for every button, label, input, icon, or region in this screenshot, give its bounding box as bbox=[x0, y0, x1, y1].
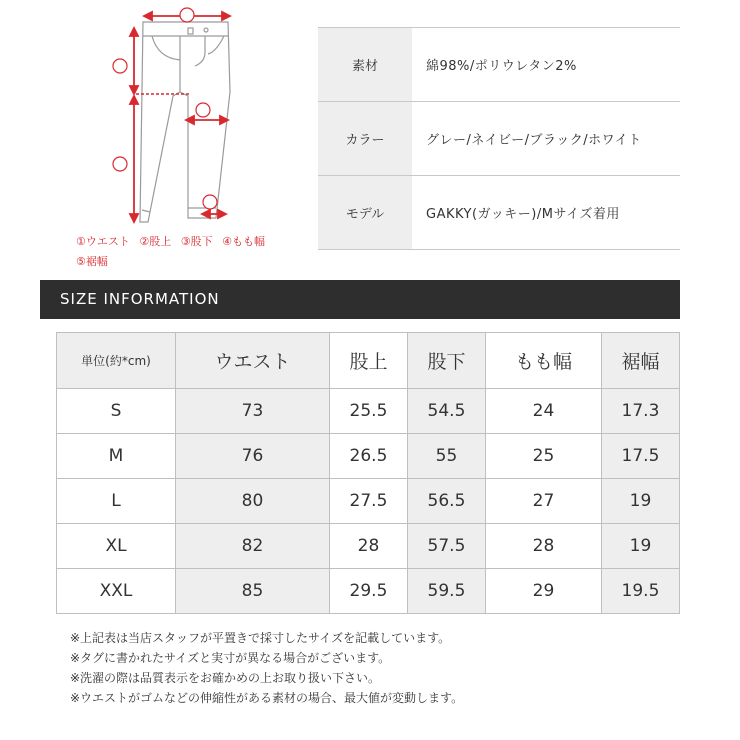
table-cell: 25 bbox=[485, 434, 601, 479]
table-cell: 54.5 bbox=[407, 389, 485, 434]
table-cell: 19.5 bbox=[601, 569, 679, 614]
measurement-legend bbox=[76, 232, 316, 272]
size-label: L bbox=[57, 479, 176, 524]
table-row bbox=[57, 434, 680, 479]
unit-header: 単位(約*cm) bbox=[57, 333, 176, 389]
table-row bbox=[57, 479, 680, 524]
table-cell: 28 bbox=[329, 524, 407, 569]
size-label: M bbox=[57, 434, 176, 479]
table-cell: 59.5 bbox=[407, 569, 485, 614]
column-header-rise: 股上 bbox=[329, 333, 407, 389]
column-header-waist: ウエスト bbox=[176, 333, 330, 389]
legend-inseam: ③股下 bbox=[180, 235, 213, 248]
table-cell: 56.5 bbox=[407, 479, 485, 524]
table-cell: 57.5 bbox=[407, 524, 485, 569]
legend-rise: ②股上 bbox=[139, 235, 172, 248]
table-cell: 27.5 bbox=[329, 479, 407, 524]
size-table-header-row bbox=[57, 333, 680, 389]
column-header-inseam: 股下 bbox=[407, 333, 485, 389]
spec-key-material: 素材 bbox=[318, 28, 412, 102]
size-label: XL bbox=[57, 524, 176, 569]
note-line: ※上記表は当店スタッフが平置きで採寸したサイズを記載しています。 bbox=[70, 631, 451, 645]
table-cell: 29.5 bbox=[329, 569, 407, 614]
column-header-thigh: もも幅 bbox=[485, 333, 601, 389]
table-cell: 24 bbox=[485, 389, 601, 434]
table-cell: 17.3 bbox=[601, 389, 679, 434]
table-cell: 26.5 bbox=[329, 434, 407, 479]
table-row bbox=[57, 389, 680, 434]
spec-value-model: GAKKY(ガッキー)/Mサイズ着用 bbox=[426, 207, 620, 222]
table-cell: 55 bbox=[407, 434, 485, 479]
legend-thigh: ④もも幅 bbox=[222, 235, 265, 248]
table-row bbox=[57, 524, 680, 569]
table-cell: 19 bbox=[601, 479, 679, 524]
spec-value-color: グレー/ネイビー/ブラック/ホワイト bbox=[426, 133, 642, 148]
note-line: ※ウエストがゴムなどの伸縮性がある素材の場合、最大値が変動します。 bbox=[70, 691, 464, 705]
table-cell: 17.5 bbox=[601, 434, 679, 479]
spec-table bbox=[318, 27, 680, 250]
table-cell: 29 bbox=[485, 569, 601, 614]
spec-row bbox=[318, 102, 680, 176]
note-line: ※タグに書かれたサイズと実寸が異なる場合がございます。 bbox=[70, 651, 391, 665]
table-cell: 82 bbox=[176, 524, 330, 569]
table-cell: 80 bbox=[176, 479, 330, 524]
notes bbox=[70, 628, 690, 708]
table-cell: 28 bbox=[485, 524, 601, 569]
note-line: ※洗濯の際は品質表示をお確かめの上お取り扱い下さい。 bbox=[70, 671, 381, 685]
table-cell: 19 bbox=[601, 524, 679, 569]
size-information-header: SIZE INFORMATION bbox=[40, 280, 680, 319]
spec-key-model: モデル bbox=[318, 176, 412, 250]
pants-illustration bbox=[40, 0, 310, 232]
column-header-hem: 裾幅 bbox=[601, 333, 679, 389]
table-cell: 73 bbox=[176, 389, 330, 434]
table-cell: 85 bbox=[176, 569, 330, 614]
size-label: S bbox=[57, 389, 176, 434]
table-cell: 76 bbox=[176, 434, 330, 479]
spec-key-color: カラー bbox=[318, 102, 412, 176]
size-label: XXL bbox=[57, 569, 176, 614]
table-cell: 27 bbox=[485, 479, 601, 524]
size-table bbox=[56, 332, 680, 614]
legend-hem: ⑤裾幅 bbox=[76, 255, 108, 268]
spec-row bbox=[318, 28, 680, 102]
spec-value-material: 綿98%/ポリウレタン2% bbox=[426, 59, 577, 74]
table-cell: 25.5 bbox=[329, 389, 407, 434]
table-row bbox=[57, 569, 680, 614]
legend-waist: ①ウエスト bbox=[76, 235, 130, 248]
spec-row bbox=[318, 176, 680, 250]
